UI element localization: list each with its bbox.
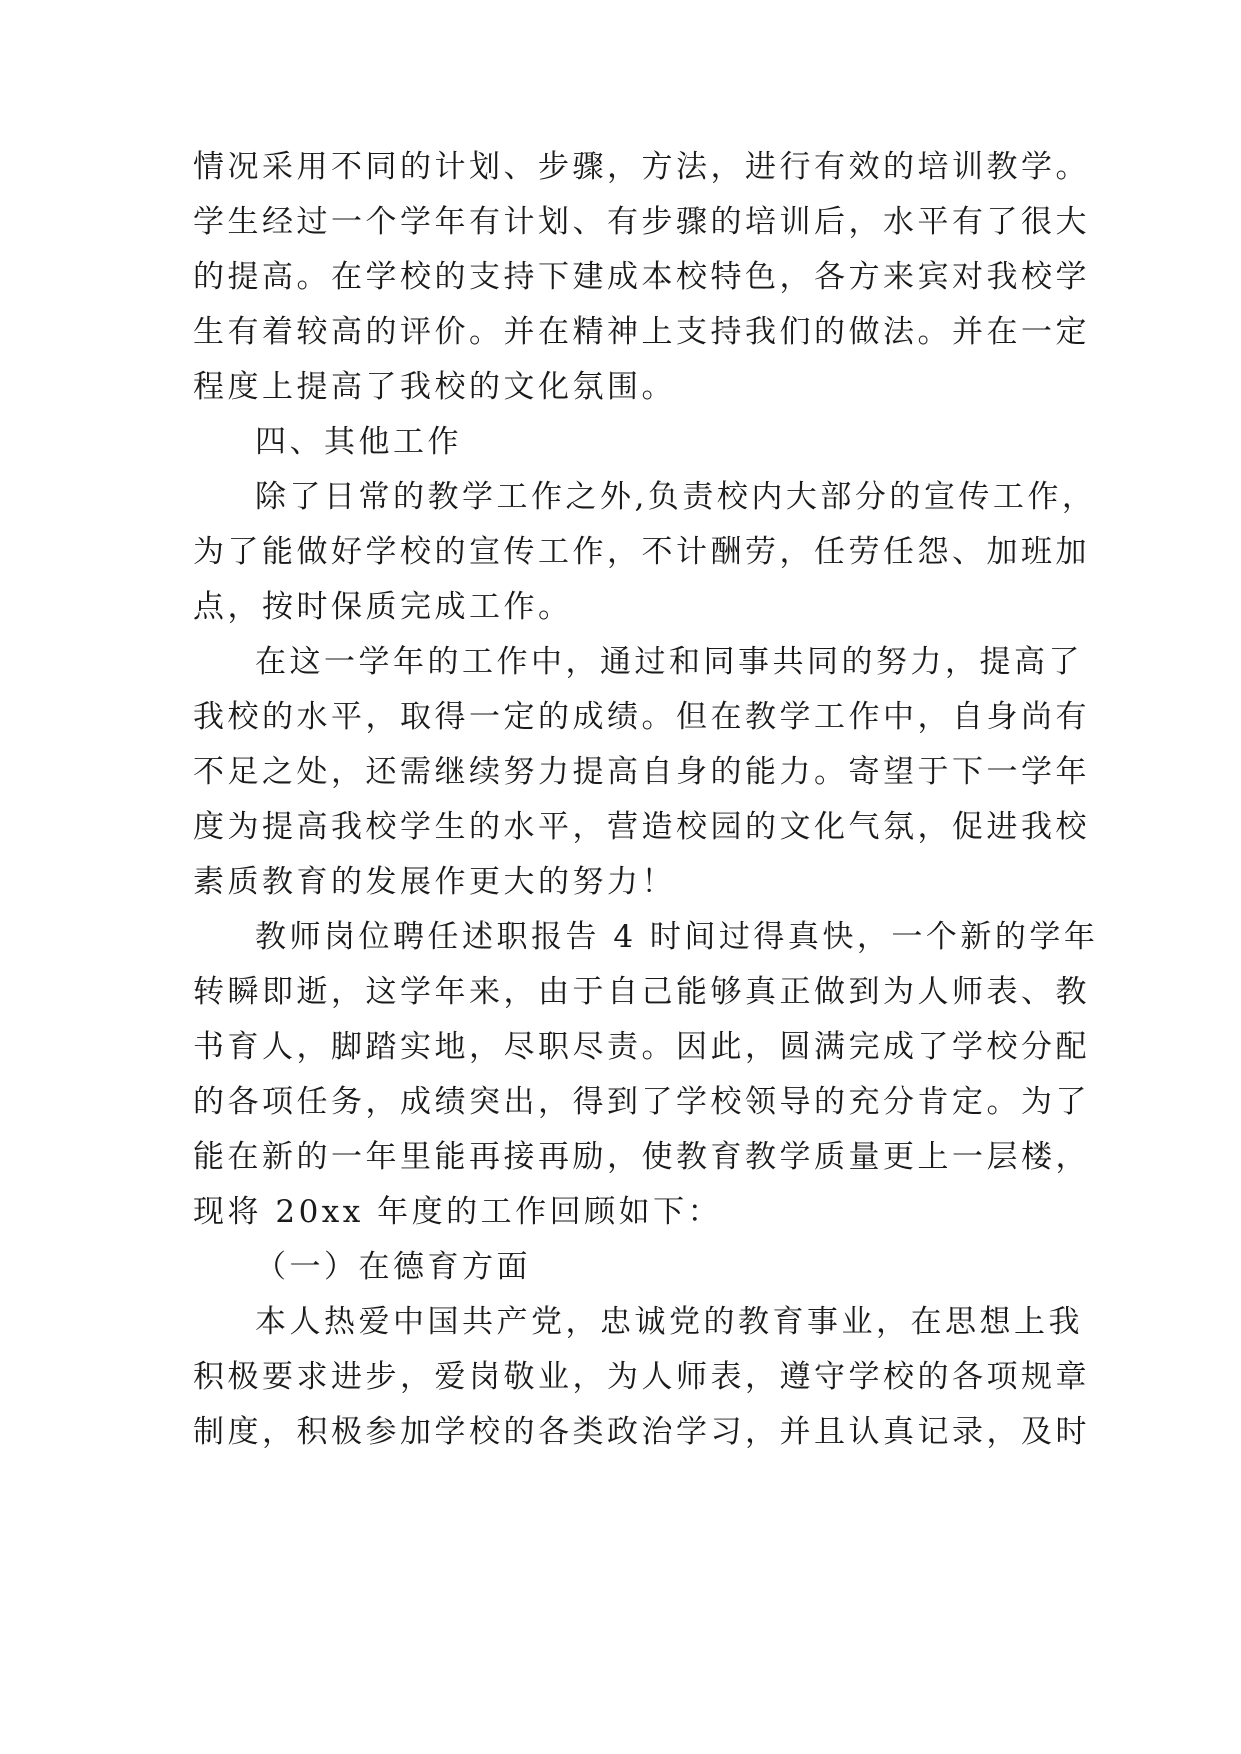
text-line: 度为提高我校学生的水平，营造校园的文化气氛，促进我校 <box>193 809 1090 845</box>
text-line: 学生经过一个学年有计划、有步骤的培训后，水平有了很大 <box>193 204 1090 240</box>
text-line: 点，按时保质完成工作。 <box>193 589 573 625</box>
text-line: 能在新的一年里能再接再励，使教育教学质量更上一层楼， <box>193 1139 1090 1175</box>
text-line: 转瞬即逝，这学年来，由于自己能够真正做到为人师表、教 <box>193 974 1090 1010</box>
text-line: 不足之处，还需继续努力提高自身的能力。寄望于下一学年 <box>193 754 1090 790</box>
text-line: 情况采用不同的计划、步骤，方法，进行有效的培训教学。 <box>193 149 1090 185</box>
paragraph-first-line: 除了日常的教学工作之外,负责校内大部分的宣传工作， <box>255 479 1097 515</box>
section-heading: （一）在德育方面 <box>255 1249 531 1285</box>
text-line: 为了能做好学校的宣传工作，不计酬劳，任劳任怨、加班加 <box>193 534 1090 570</box>
paragraph-first-line: 在这一学年的工作中，通过和同事共同的努力，提高了 <box>255 644 1083 680</box>
text-line: 现将 20xx 年度的工作回顾如下： <box>193 1194 723 1230</box>
text-line: 生有着较高的评价。并在精神上支持我们的做法。并在一定 <box>193 314 1090 350</box>
text-line: 素质教育的发展作更大的努力！ <box>193 864 676 900</box>
text-line: 积极要求进步，爱岗敬业，为人师表，遵守学校的各项规章 <box>193 1359 1090 1395</box>
text-line: 的各项任务，成绩突出，得到了学校领导的充分肯定。为了 <box>193 1084 1090 1120</box>
text-line: 的提高。在学校的支持下建成本校特色，各方来宾对我校学 <box>193 259 1090 295</box>
paragraph-first-line: 教师岗位聘任述职报告 4 时间过得真快，一个新的学年 <box>255 919 1099 955</box>
text-line: 制度，积极参加学校的各类政治学习，并且认真记录，及时 <box>193 1414 1090 1450</box>
paragraph-first-line: 本人热爱中国共产党，忠诚党的教育事业，在思想上我 <box>255 1304 1083 1340</box>
section-heading: 四、其他工作 <box>255 424 462 460</box>
text-line: 程度上提高了我校的文化氛围。 <box>193 369 676 405</box>
text-line: 我校的水平，取得一定的成绩。但在教学工作中，自身尚有 <box>193 699 1090 735</box>
text-line: 书育人，脚踏实地，尽职尽责。因此，圆满完成了学校分配 <box>193 1029 1090 1065</box>
